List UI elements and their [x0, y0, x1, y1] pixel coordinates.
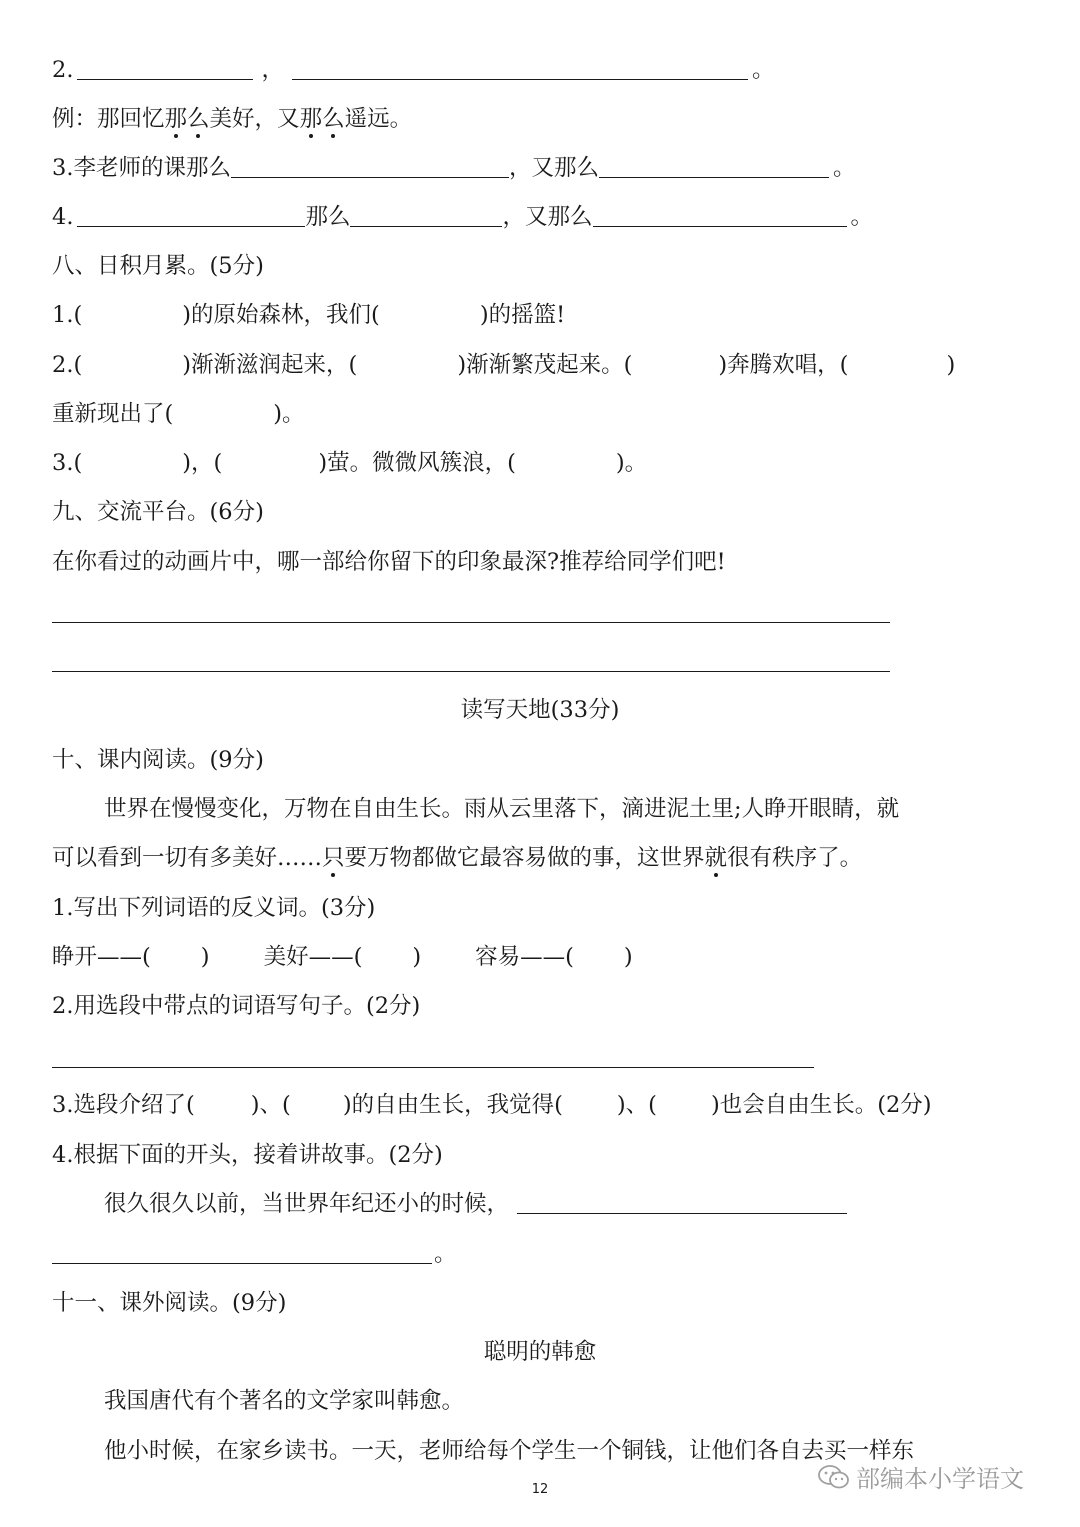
answer-blank[interactable] — [77, 55, 253, 80]
answer-blank[interactable] — [350, 202, 502, 227]
dotted-char: 么 — [187, 103, 210, 135]
q8-line-2b: 重新现出了( )。 — [52, 401, 305, 427]
q10-story-start: 很久很久以前，当世界年纪还小的时候， — [104, 1188, 847, 1220]
answer-blank[interactable] — [292, 55, 748, 80]
answer-blank[interactable] — [52, 1239, 432, 1264]
dotted-char: 那 — [165, 103, 188, 135]
item-number: 2. — [52, 57, 74, 83]
q10-sub-2: 2.用选段中带点的词语写句子。(2分) — [52, 993, 421, 1019]
q10-antonyms: 睁开——( ) 美好——( ) 容易——( ) — [52, 944, 633, 970]
q8-line-3: 3.( )，( )萤。微微风簇浪，( )。 — [52, 450, 648, 476]
dotted-char: 么 — [322, 103, 345, 135]
q8-heading: 八、日积月累。(5分) — [52, 253, 264, 279]
section-title: 读写天地(33分) — [460, 697, 620, 723]
watermark — [818, 1459, 1024, 1494]
page-number: 12 — [531, 1482, 549, 1497]
q9-heading: 九、交流平台。(6分) — [52, 499, 264, 525]
answer-blank[interactable] — [599, 153, 829, 178]
q11-heading: 十一、课外阅读。(9分) — [52, 1290, 287, 1316]
q8-line-1: 1.( )的原始森林，我们( )的摇篮! — [52, 302, 566, 328]
q7-example: 例：那回忆那么美好，又那么遥远。 — [52, 103, 412, 135]
q7-line-2: 2. ， 。 — [52, 57, 775, 83]
answer-blank[interactable] — [517, 1189, 847, 1214]
watermark-text: 部编本小学语文 — [856, 1465, 1024, 1493]
article-paragraph-2: 他小时候，在家乡读书。一天，老师给每个学生一个铜钱，让他们各自去买一样东 — [104, 1438, 915, 1464]
answer-line[interactable] — [52, 671, 890, 672]
dotted-char: 就 — [705, 842, 728, 874]
q9-prompt: 在你看过的动画片中，哪一部给你留下的印象最深?推荐给同学们吧! — [52, 549, 726, 575]
q10-passage-line-2: 可以看到一切有多美好……只要万物都做它最容易做的事，这世界就很有秩序了。 — [52, 842, 862, 874]
q7-line-3: 3.李老师的课那么 ，又那么 。 — [52, 155, 856, 181]
q7-line-4: 4. 那么 ，又那么 。 — [52, 204, 874, 230]
dotted-char: 那 — [300, 103, 323, 135]
answer-blank[interactable] — [231, 153, 509, 178]
q10-sub-4: 4.根据下面的开头，接着讲故事。(2分) — [52, 1142, 443, 1168]
article-paragraph-1: 我国唐代有个著名的文学家叫韩愈。 — [104, 1388, 465, 1414]
wechat-icon — [818, 1464, 850, 1490]
q10-story-continue: 。 — [52, 1238, 457, 1270]
q10-sub-1: 1.写出下列词语的反义词。(3分) — [52, 895, 376, 921]
dotted-char: 只 — [322, 842, 345, 874]
answer-blank[interactable] — [593, 202, 847, 227]
q10-sub-3: 3.选段介绍了( )、( )的自由生长，我觉得( )、( )也会自由生长。(2分) — [52, 1092, 932, 1118]
article-title: 聪明的韩愈 — [483, 1339, 597, 1365]
q10-heading: 十、课内阅读。(9分) — [52, 747, 264, 773]
answer-line[interactable] — [52, 622, 890, 623]
q10-passage-line-1: 世界在慢慢变化，万物在自由生长。雨从云里落下，滴进泥土里;人睁开眼睛，就 — [104, 796, 900, 822]
answer-line[interactable] — [52, 1067, 814, 1068]
q8-line-2: 2.( )渐渐滋润起来，( )渐渐繁茂起来。( )奔腾欢唱，( ) — [52, 352, 956, 378]
answer-blank[interactable] — [77, 202, 305, 227]
